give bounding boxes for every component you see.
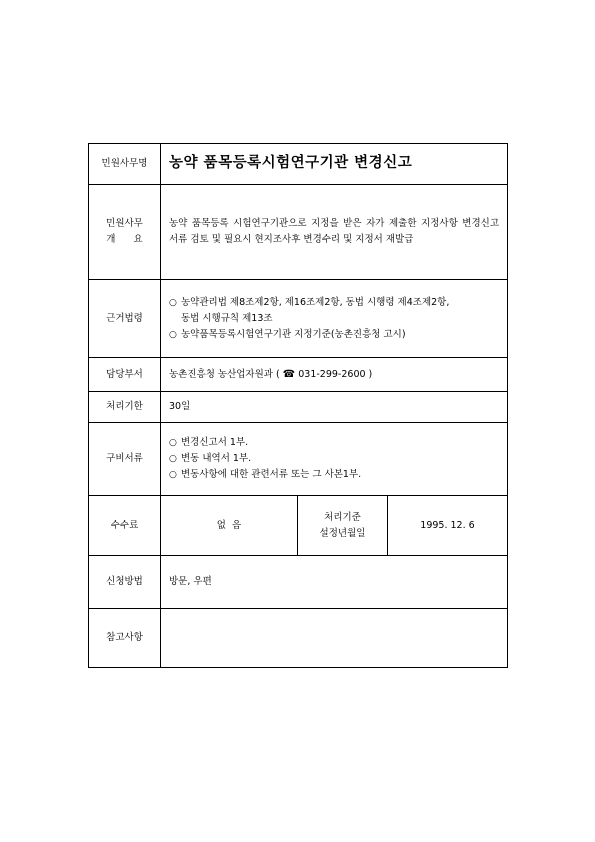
- standard-date-value: 1995. 12. 6: [388, 496, 508, 556]
- label-standard-date: [298, 496, 388, 556]
- row-application-method: [89, 556, 508, 609]
- legal-basis-item: [169, 295, 503, 327]
- row-processing-period: [89, 392, 508, 423]
- label-department: 담당부서: [89, 358, 161, 392]
- legal-basis-item1-line1: 농약관리법 제8조제2항, 제16조제2항, 동법 시행령 제4조제2항,: [181, 296, 450, 308]
- required-document-item: ○ 변경신고서 1부.: [169, 435, 503, 451]
- row-notes: [89, 609, 508, 668]
- required-documents-list: [169, 435, 503, 483]
- label-standard-date-line1: 처리기준: [324, 511, 361, 523]
- department-name: 농촌진흥청 농산업자원과 (: [169, 368, 280, 380]
- legal-basis-list: [169, 295, 503, 343]
- summary-text: 농약 품목등록 시험연구기관으로 지정을 받은 자가 제출한 지정사항 변경신고 서류 검토 및 필요시 현지조사후 변경수리 및 지정서 재발급: [169, 218, 499, 245]
- label-legal-basis: 근거법령: [89, 280, 161, 358]
- civil-affairs-form: [88, 143, 508, 668]
- legal-basis-item1-line2: 동법 시행규칙 제13조: [181, 312, 273, 324]
- notes-value: [161, 609, 508, 668]
- label-summary-line2: 개 요: [106, 234, 143, 245]
- label-notes: 참고사항: [89, 609, 161, 668]
- label-required-documents: 구비서류: [89, 423, 161, 496]
- row-summary: [89, 185, 508, 280]
- affair-title: 농약 품목등록시험연구기관 변경신고: [169, 155, 413, 171]
- row-fee: [89, 496, 508, 556]
- department-phone: 031-299-2600 ): [298, 368, 373, 380]
- label-fee: 수수료: [89, 496, 161, 556]
- label-standard-date-line2: 설정년월일: [319, 527, 366, 539]
- required-document-item: ○ 변동 내역서 1부.: [169, 451, 503, 467]
- phone-icon: ☎: [282, 368, 296, 380]
- label-affair-name: 민원사무명: [89, 144, 161, 185]
- required-document-item: ○ 변동사항에 대한 관련서류 또는 그 사본1부.: [169, 467, 503, 483]
- label-processing-period: 처리기한: [89, 392, 161, 423]
- processing-period-value: 30일: [161, 392, 508, 423]
- row-required-documents: [89, 423, 508, 496]
- label-application-method: 신청방법: [89, 556, 161, 609]
- fee-value: 없 음: [161, 496, 298, 556]
- application-method-value: 방문, 우편: [161, 556, 508, 609]
- row-department: [89, 358, 508, 392]
- legal-basis-item: ○ 농약품목등록시험연구기관 지정기준(농촌진흥청 고시): [169, 327, 503, 343]
- row-affair-name: [89, 144, 508, 185]
- label-summary-line1: 민원사무: [106, 218, 143, 229]
- label-summary: [89, 185, 161, 280]
- row-legal-basis: [89, 280, 508, 358]
